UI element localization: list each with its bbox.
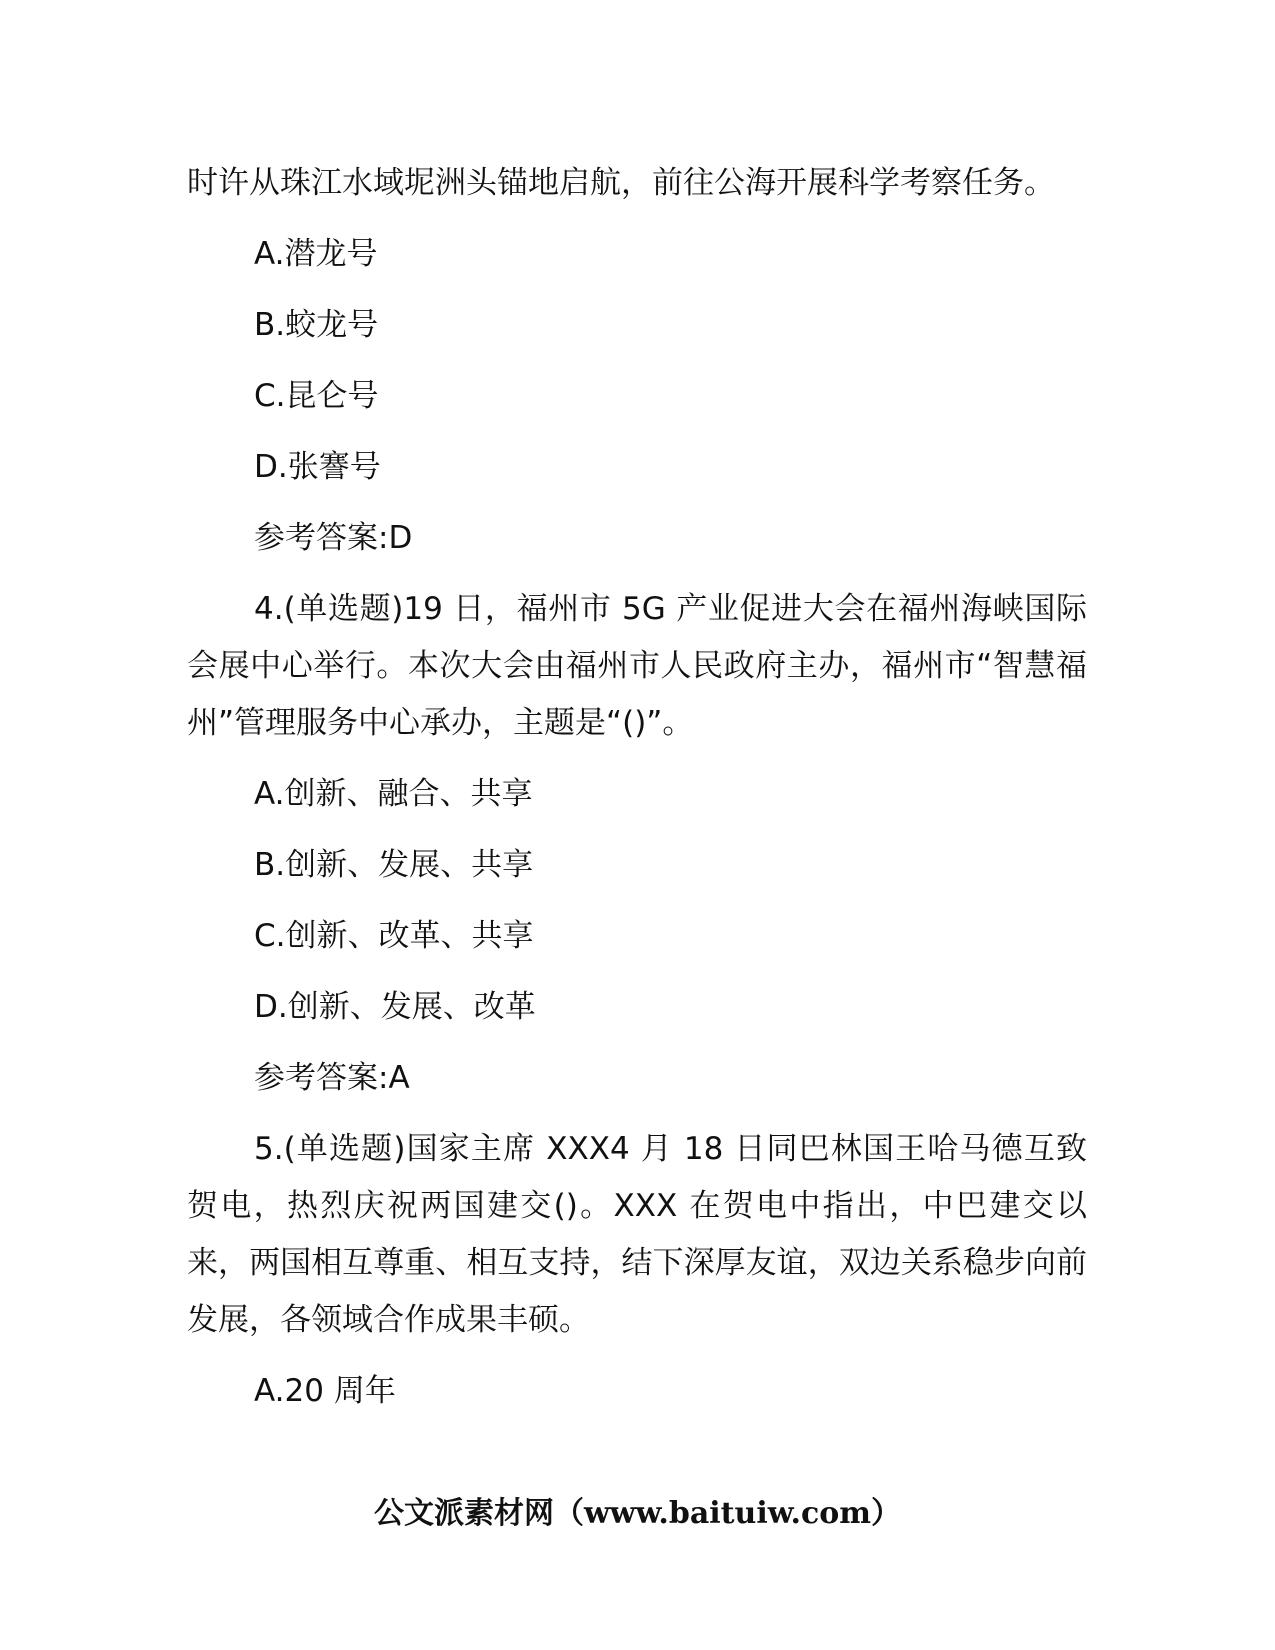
question-5-option-a: A.20 周年 [254,1373,396,1409]
question-4-option-a: A.创新、融合、共享 [254,776,533,812]
page-footer-watermark: 公文派素材网（www.baituiw.com） [373,1496,902,1531]
question-4-answer: 参考答案:A [254,1060,410,1096]
question-4-option-d: D.创新、发展、改革 [254,989,536,1025]
document-body [187,155,1087,1434]
question-4-option-c: C.创新、改革、共享 [254,918,534,954]
question-3-option-b: B.蛟龙号 [254,307,379,343]
question-3-option-c: C.昆仑号 [254,378,379,414]
question-3-stem-tail: 时许从珠江水域坭洲头锚地启航，前往公海开展科学考察任务。 [187,165,1055,201]
question-3-option-d: D.张謇号 [254,449,381,485]
question-5-stem: 5.(单选题)国家主席 XXX4 月 18 日同巴林国王哈马德互致贺电，热烈庆祝两国建交()。XXX 在贺电中指出，中巴建交以来，两国相互尊重、相互支持，结下深厚友谊，双边关系稳步向前发展，各领域合作成果丰硕。 [187,1131,1087,1338]
question-4-option-b: B.创新、发展、共享 [254,847,534,883]
question-3-answer: 参考答案:D [254,520,413,556]
question-3-option-a: A.潜龙号 [254,236,378,272]
question-4-stem: 4.(单选题)19 日，福州市 5G 产业促进大会在福州海峡国际会展中心举行。本次大会由福州市人民政府主办，福州市“智慧福州”管理服务中心承办，主题是“()”。 [187,591,1087,741]
